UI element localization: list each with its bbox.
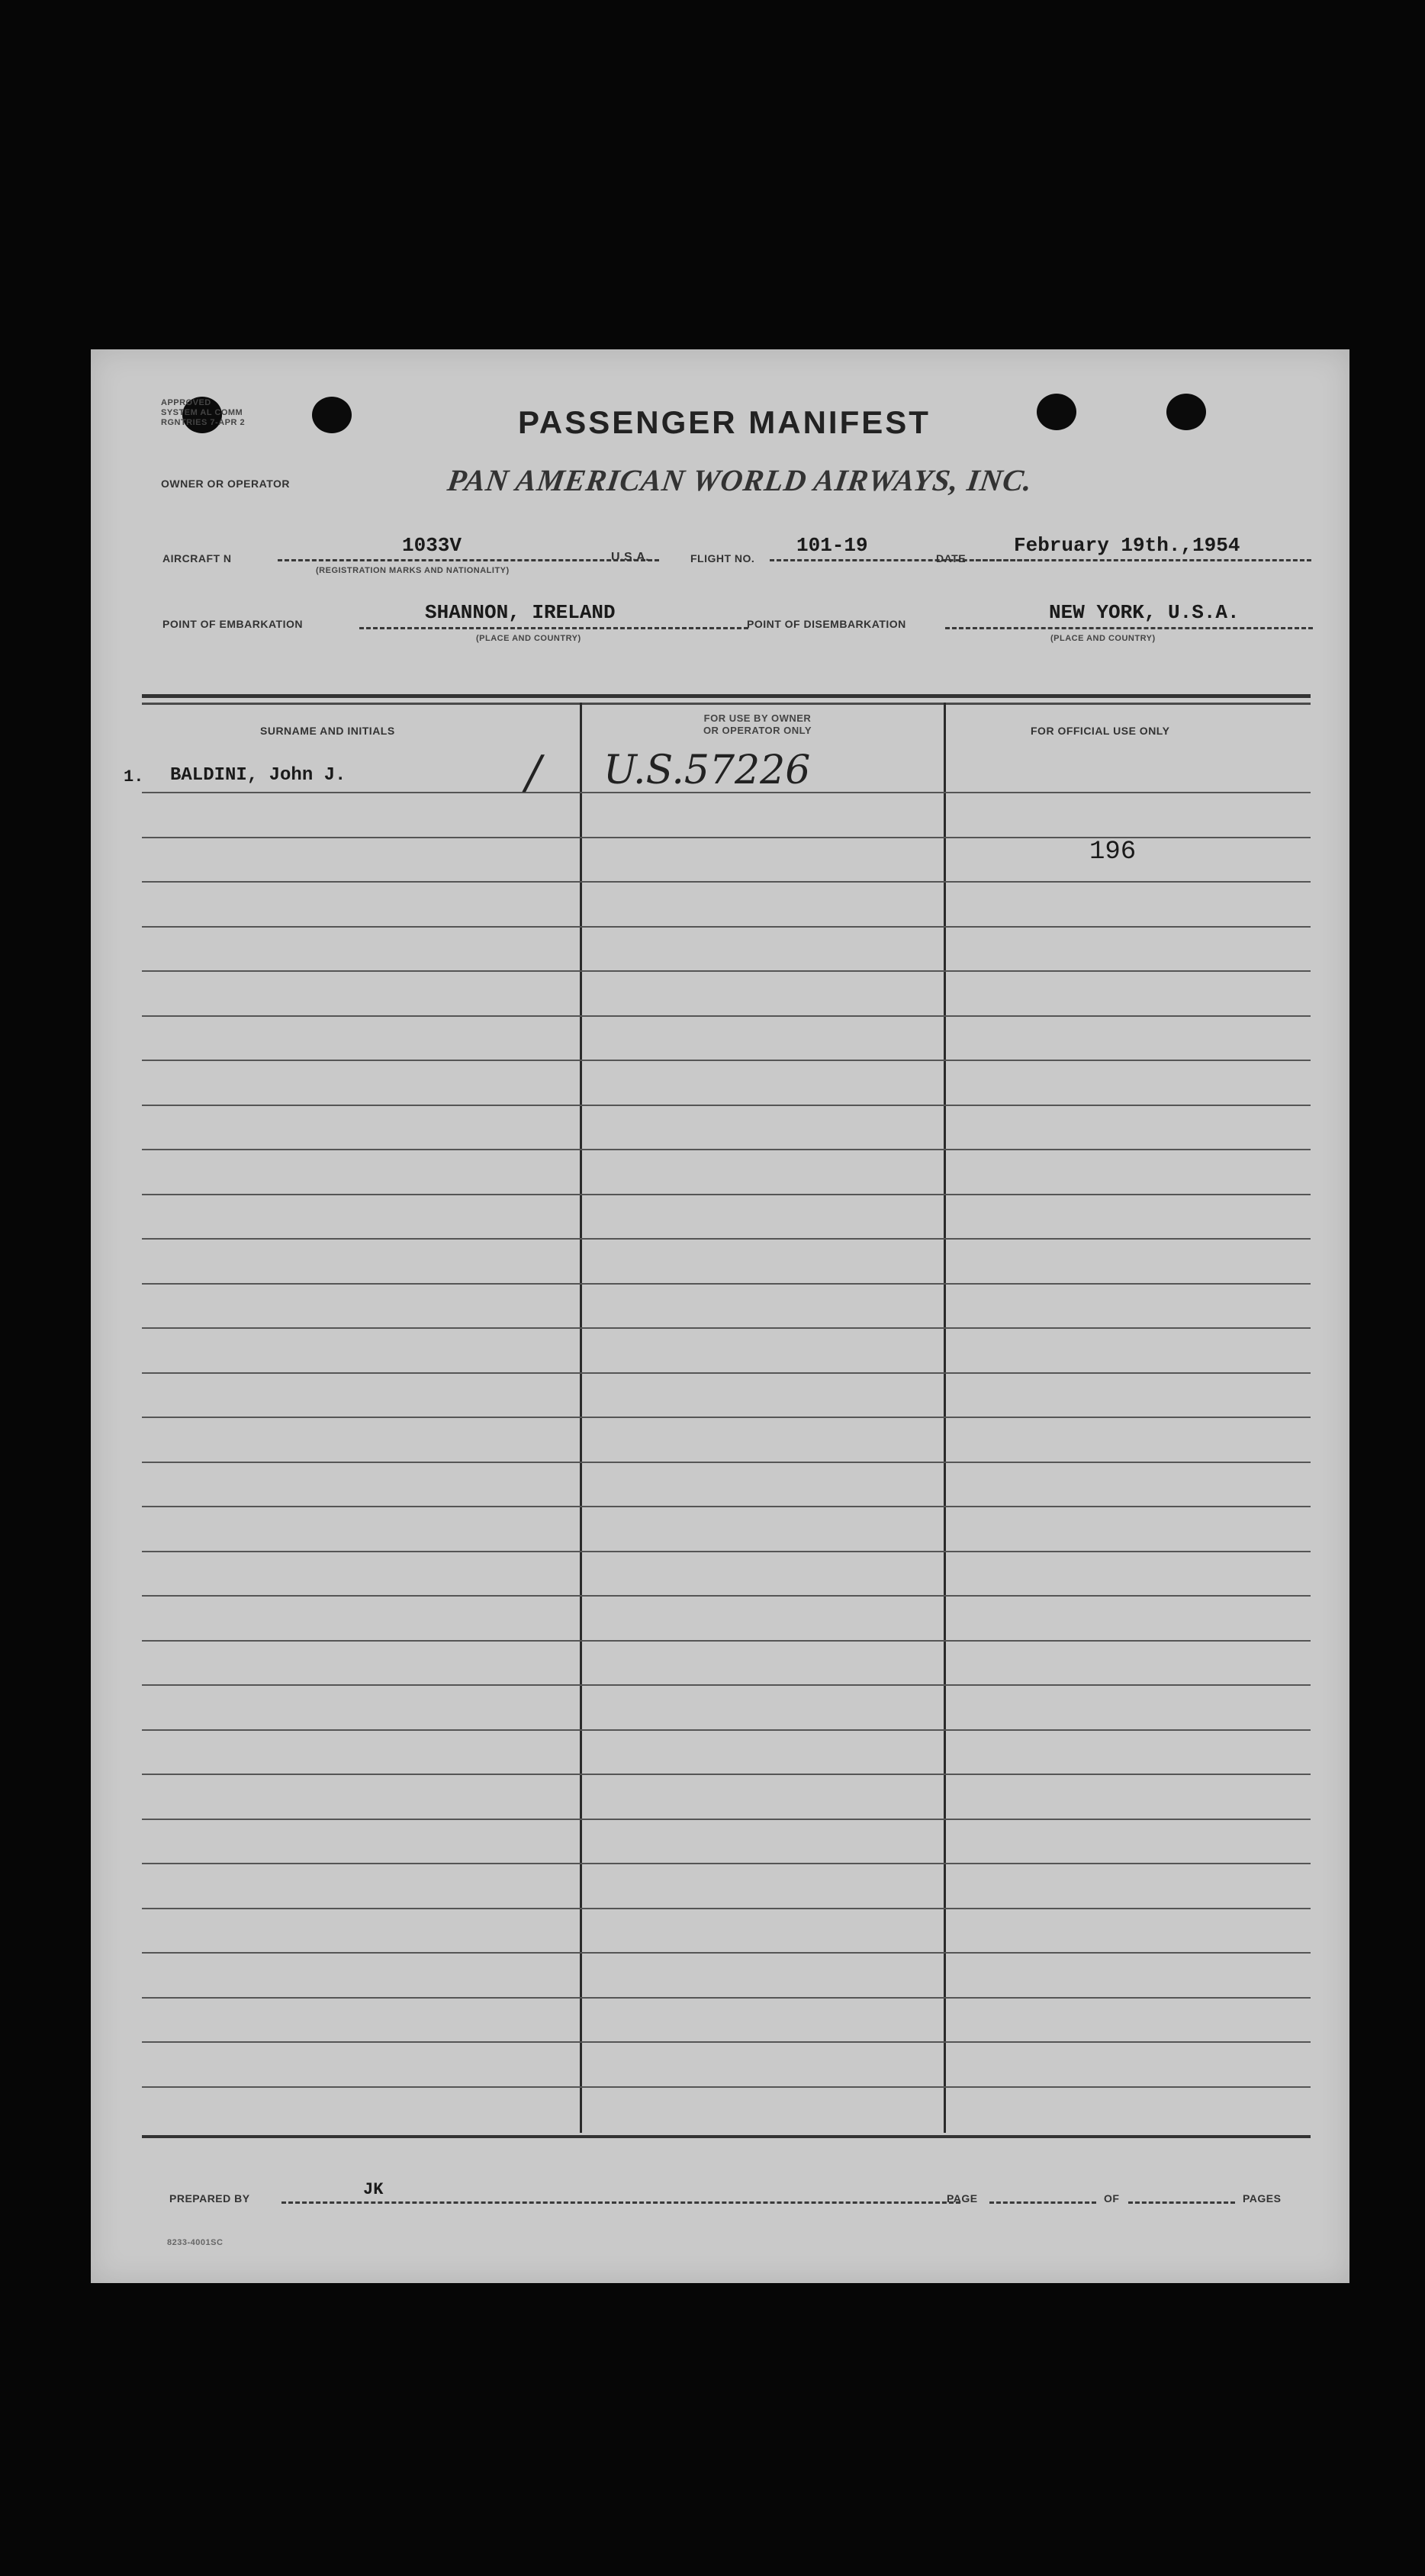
row-rule (142, 1863, 1311, 1864)
row-rule (142, 1729, 1311, 1731)
page-underline (989, 2201, 1096, 2204)
of-label: OF (1104, 2192, 1120, 2205)
page-title: PASSENGER MANIFEST (518, 404, 931, 440)
row-rule (142, 970, 1311, 972)
approval-line: SYSTEM AL COMM (161, 408, 243, 417)
row-rule (142, 1952, 1311, 1954)
owner-value: PAN AMERICAN WORLD AIRWAYS, INC. (445, 463, 1035, 497)
row-rule (142, 1194, 1311, 1195)
punch-hole-icon (312, 397, 352, 433)
row-rule (142, 1327, 1311, 1329)
prepared-by-underline (281, 2201, 960, 2204)
row-number: 1. (124, 767, 144, 786)
column-header-surname: SURNAME AND INITIALS (260, 725, 395, 737)
row-rule (142, 1551, 1311, 1552)
row-rule (142, 1908, 1311, 1909)
aircraft-underline (278, 559, 659, 561)
row-rule (142, 1819, 1311, 1820)
row-rule (142, 1372, 1311, 1374)
row-rule (142, 1997, 1311, 1999)
check-mark: / (526, 746, 542, 799)
row-rule (142, 1105, 1311, 1106)
row-rule (142, 1417, 1311, 1418)
row-rule (142, 1060, 1311, 1061)
row-rule (142, 2086, 1311, 2088)
row-rule (142, 2041, 1311, 2043)
approval-line: APPROVED (161, 398, 211, 407)
flight-label: FLIGHT NO. (690, 552, 755, 564)
row-rule (142, 1506, 1311, 1507)
row-rule (142, 1283, 1311, 1285)
disembarkation-underline (945, 627, 1313, 629)
date-label: DATE (936, 552, 967, 564)
disembarkation-label: POINT OF DISEMBARKATION (747, 618, 906, 630)
row-rule (142, 881, 1311, 883)
official-number: 196 (1089, 838, 1137, 867)
table-bottom-rule (142, 2135, 1311, 2138)
of-underline (1128, 2201, 1235, 2204)
flight-value: 101-19 (796, 534, 868, 557)
aircraft-label: AIRCRAFT N (162, 552, 232, 564)
punch-hole-icon (1166, 394, 1206, 430)
manifest-sheet (91, 349, 1349, 2283)
disembarkation-sublabel: (PLACE AND COUNTRY) (1050, 634, 1156, 643)
row-rule (142, 1015, 1311, 1017)
row-rule (142, 1640, 1311, 1642)
aircraft-sublabel: (REGISTRATION MARKS AND NATIONALITY) (316, 566, 510, 575)
prepared-by-value: JK (363, 2180, 384, 2199)
approval-line: RGNTRIES 7-APR 2 (161, 418, 246, 427)
approval-stamp (161, 398, 245, 428)
prepared-by-label: PREPARED BY (169, 2192, 250, 2205)
embarkation-sublabel: (PLACE AND COUNTRY) (476, 634, 581, 643)
form-code: 8233-4001SC (167, 2238, 224, 2247)
embarkation-underline (359, 627, 748, 629)
header-line: FOR USE BY OWNER (703, 712, 812, 724)
row-rule (142, 1238, 1311, 1240)
handwritten-note: U.S.57226 (603, 748, 811, 793)
row-rule (142, 1149, 1311, 1150)
row-rule (142, 1774, 1311, 1775)
row-rule (142, 1462, 1311, 1463)
punch-hole-icon (1037, 394, 1076, 430)
date-value: February 19th.,1954 (1014, 534, 1240, 557)
row-rule (142, 926, 1311, 928)
disembarkation-value: NEW YORK, U.S.A. (1049, 601, 1240, 624)
row-rule (142, 1684, 1311, 1686)
table-top-rule (142, 694, 1311, 698)
aircraft-value: 1033V (402, 534, 462, 557)
row-rule (142, 1595, 1311, 1597)
table-top-rule (142, 703, 1311, 705)
passenger-name: BALDINI, John J. (170, 765, 346, 786)
pages-label: PAGES (1243, 2192, 1282, 2205)
page-label: PAGE (947, 2192, 978, 2205)
embarkation-value: SHANNON, IRELAND (425, 601, 616, 624)
header-line: OR OPERATOR ONLY (703, 725, 812, 736)
column-header-official-use: FOR OFFICIAL USE ONLY (1031, 725, 1170, 737)
usa-label: U.S.A. (611, 551, 650, 564)
column-header-owner-use (681, 712, 834, 737)
date-underline (976, 559, 1311, 561)
embarkation-label: POINT OF EMBARKATION (162, 618, 303, 630)
owner-label: OWNER OR OPERATOR (161, 478, 290, 490)
